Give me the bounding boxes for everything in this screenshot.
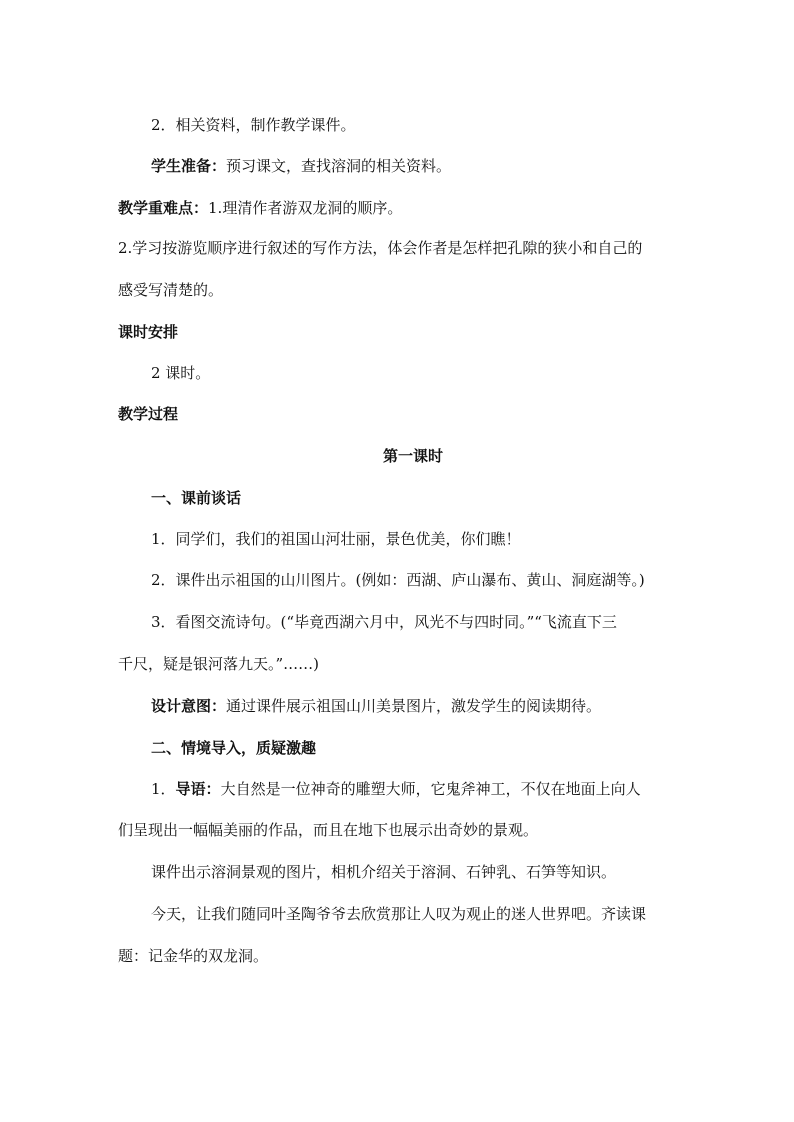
student-prep-text: 预习课文，查找溶洞的相关资料。 xyxy=(226,157,452,175)
s1-item3-line1: 3．看图交流诗句。(“毕竟西湖六月中，风光不与四时同。”“飞流直下三 xyxy=(151,613,617,631)
design-label: 设计意图： xyxy=(151,697,227,715)
key-points-line xyxy=(118,198,688,218)
key-point-2-line1: 2.学习按游览顺序进行叙述的写作方法，体会作者是怎样把孔隙的狭小和自己的 xyxy=(118,239,643,257)
student-prep-line xyxy=(151,156,721,176)
prep-item-2: 2．相关资料，制作教学课件。 xyxy=(151,116,356,134)
s1-item1: 1．同学们，我们的祖国山河壮丽，景色优美，你们瞧！ xyxy=(151,530,521,548)
section2-heading: 二、情境导入，质疑激趣 xyxy=(151,739,317,757)
student-prep-label: 学生准备： xyxy=(151,157,227,175)
s2-item1-line2: 们呈现出一幅幅美丽的作品，而且在地下也展示出奇妙的景观。 xyxy=(118,821,539,839)
key-points-text: 1.理清作者游双龙洞的顺序。 xyxy=(208,199,403,217)
process-heading: 教学过程 xyxy=(118,405,179,423)
s1-item3-line2: 千尺，疑是银河落九天。”……) xyxy=(118,655,320,673)
design-text: 通过课件展示祖国山川美景图片，激发学生的阅读期待。 xyxy=(226,697,602,715)
design-intent-line xyxy=(151,696,721,716)
s2-para3-line1: 今天，让我们随同叶圣陶爷爷去欣赏那让人叹为观止的迷人世界吧。齐读课 xyxy=(151,905,647,923)
schedule-text: 2 课时。 xyxy=(151,364,211,382)
s2-item1-line1 xyxy=(151,779,721,799)
s2-para2: 课件出示溶洞景观的图片，相机介绍关于溶洞、石钟乳、石笋等知识。 xyxy=(151,863,617,881)
s2-item1-text: 大自然是一位神奇的雕塑大师，它鬼斧神工，不仅在地面上向人 xyxy=(220,780,641,798)
schedule-heading: 课时安排 xyxy=(118,323,179,341)
lesson-title: 第一课时 xyxy=(382,447,443,465)
section1-heading: 一、课前谈话 xyxy=(151,489,242,507)
key-points-label: 教学重难点： xyxy=(118,199,209,217)
s2-item1-label: 导语： xyxy=(175,780,221,798)
key-point-2-line2: 感受写清楚的。 xyxy=(118,281,224,299)
s2-para3-line2: 题：记金华的双龙洞。 xyxy=(118,947,269,965)
s1-item2: 2．课件出示祖国的山川图片。(例如：西湖、庐山瀑布、黄山、洞庭湖等。) xyxy=(151,571,645,589)
s2-item1-num: 1． xyxy=(151,780,176,798)
